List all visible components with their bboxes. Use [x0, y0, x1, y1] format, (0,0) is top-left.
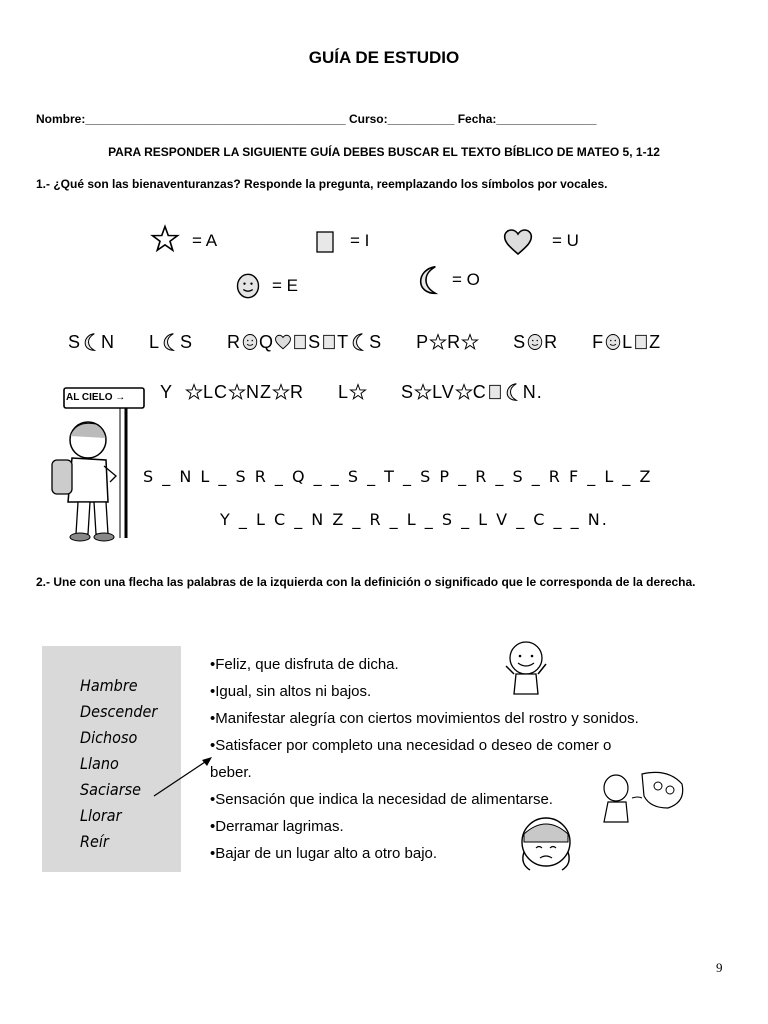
legend-o-text: = O	[452, 270, 480, 289]
definition-4: •Satisfacer por completo una necesidad o deseo de comer o	[210, 737, 612, 754]
sign-text: AL CIELO →	[66, 392, 126, 403]
question-1: 1.- ¿Qué son las bienaventuranzas? Responde la pregunta, reemplazando los símbolos por vocales.	[36, 177, 608, 191]
definition-6: •Derramar lagrimas.	[210, 818, 344, 835]
definition-7: •Bajar de un lugar alto a otro bajo.	[210, 845, 438, 862]
hungry-child-illustration	[598, 768, 688, 826]
legend-u	[500, 226, 536, 263]
legend-i-text: = I	[350, 231, 370, 250]
legend-a-text: = A	[192, 231, 218, 250]
header-fields	[36, 112, 597, 126]
square-icon	[313, 228, 337, 256]
child-sign-illustration	[50, 382, 150, 542]
instruction: PARA RESPONDER LA SIGUIENTE GUÍA DEBES BUSCAR EL TEXTO BÍBLICO DE MATEO 5, 1-12	[108, 145, 660, 159]
coded-line-2: Y LC NZ R L S LV C N.	[160, 381, 543, 402]
page-number: 9	[716, 960, 723, 975]
heart-icon	[500, 226, 536, 258]
legend-i	[313, 228, 337, 261]
word-llorar[interactable]: Llorar	[80, 806, 122, 825]
definition-2: •Igual, sin altos ni bajos.	[210, 683, 372, 700]
definition-4-cont: beber.	[210, 764, 252, 781]
word-dichoso[interactable]: Dichoso	[80, 728, 138, 747]
question-2: 2.- Une con una flecha las palabras de la izquierda con la definición o significado que le corresponda de la derecha.	[36, 575, 696, 589]
word-descender[interactable]: Descender	[80, 702, 158, 721]
definition-3: •Manifestar alegría con ciertos movimientos del rostro y sonidos.	[210, 710, 639, 727]
course-field[interactable]: Curso:__________	[348, 112, 455, 126]
word-reir[interactable]: Reír	[80, 832, 109, 851]
smiley-icon	[234, 270, 262, 302]
crying-child-illustration	[516, 812, 576, 878]
name-field[interactable]: Nombre:_______________________________________	[36, 112, 346, 126]
definition-5: •Sensación que indica la necesidad de alimentarse.	[210, 791, 553, 808]
word-saciarse[interactable]: Saciarse	[80, 780, 141, 799]
legend-e	[234, 270, 262, 307]
word-hambre[interactable]: Hambre	[80, 676, 138, 695]
date-field[interactable]: Fecha:_______________	[457, 112, 597, 126]
blank-line-1[interactable]: S _ N L _ S R _ Q _ _ S _ T _ S P _ R _ S _ R F _ L _ Z	[143, 467, 653, 486]
star-icon	[150, 224, 180, 254]
legend-e-text: = E	[272, 276, 298, 295]
legend-u-text: = U	[552, 231, 579, 250]
word-llano[interactable]: Llano	[80, 754, 119, 773]
moon-icon	[414, 262, 446, 298]
legend-a	[150, 224, 180, 259]
legend-o	[414, 262, 446, 303]
page-title: GUÍA DE ESTUDIO	[308, 48, 460, 67]
definition-1: •Feliz, que disfruta de dicha.	[210, 656, 399, 673]
happy-child-illustration	[500, 636, 552, 700]
coded-line-1: S N L S R Q S T S P R S R F L Z	[68, 331, 662, 352]
blank-line-2[interactable]: Y _ L C _ N Z _ R _ L _ S _ L V _ C _ _ N.	[220, 510, 609, 529]
